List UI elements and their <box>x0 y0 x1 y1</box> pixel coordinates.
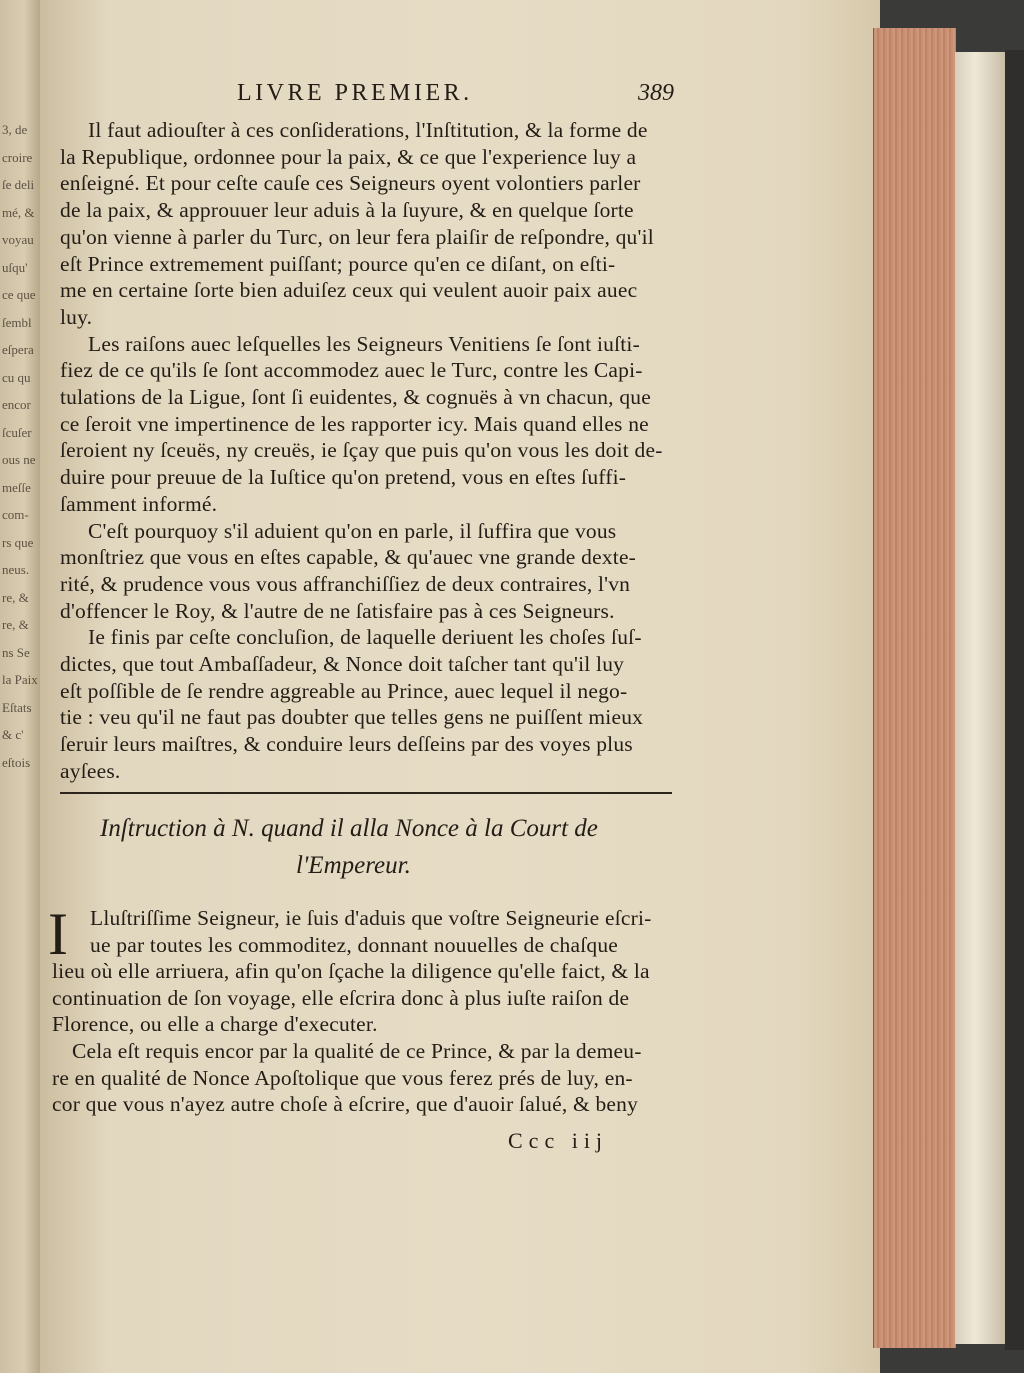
text-line: Ie finis par ceſte concluſion, de laquelle deriuent les choſes ſuſ- <box>88 625 642 650</box>
book-cover-edge <box>955 52 1005 1344</box>
text-line: rité, & prudence vous vous affranchiſſiez de deux contraires, l'vn <box>60 571 631 596</box>
text-line: de la paix, & approuuer leur aduis à la ſuyure, & en quelque ſorte <box>60 198 634 223</box>
text-line: d'offencer le Roy, & l'autre de ne ſatisfaire pas à ces Seigneurs. <box>60 598 615 623</box>
signature-mark: Ccc iij <box>508 1128 609 1153</box>
edge-fragment: mé, & <box>2 204 35 220</box>
running-head: LIVRE PREMIER. <box>237 80 473 106</box>
text-line: ſamment informé. <box>60 491 218 516</box>
edge-fragment: ous ne <box>2 452 36 467</box>
text-line: fiez de ce qu'ils ſe ſont accommodez auec le Turc, contre les Capi- <box>60 358 643 383</box>
text-line: ue par toutes les commoditez, donnant nouuelles de chaſque <box>90 932 619 957</box>
edge-fragment: re, & <box>2 617 29 632</box>
section-rule <box>60 792 672 794</box>
text-line: tie : veu qu'il ne faut pas doubter que telles gens ne puiſſent mieux <box>60 705 644 730</box>
text-line: dictes, que tout Ambaſſadeur, & Nonce doit taſcher tant qu'il luy <box>60 652 625 676</box>
edge-fragment: ſembl <box>2 314 32 330</box>
text-line: Il faut adiouſter à ces conſiderations, l'Inſtitution, & la forme de <box>88 118 648 142</box>
text-line: ſeruir leurs maiſtres, & conduire leurs deſſeins par des voyes plus <box>60 732 633 757</box>
drop-cap: I <box>48 901 68 967</box>
section-title-line-2: l'Empereur. <box>296 852 411 879</box>
text-line: Lluſtriſſime Seigneur, ie ſuis d'aduis que voſtre Seigneurie eſcri- <box>90 906 652 930</box>
section-title-line-1: Inſtruction à N. quand il alla Nonce à la Court de <box>100 815 598 842</box>
text-line: re en qualité de Nonce Apoſtolique que vous ferez prés de luy, en- <box>52 1065 633 1090</box>
text-line: cor que vous n'ayez autre choſe à eſcrire, que d'auoir ſalué, & beny <box>52 1092 639 1117</box>
edge-fragment: croire <box>2 149 33 165</box>
edge-fragment: rs que <box>2 534 34 550</box>
edge-fragment: voyau <box>2 232 34 247</box>
edge-fragment: eſtois <box>2 754 31 770</box>
edge-fragment: neus. <box>2 562 30 577</box>
edge-fragment: & c' <box>2 727 24 742</box>
text-line: qu'on vienne à parler du Turc, on leur fera plaiſir de reſpondre, qu'il <box>60 224 654 249</box>
page-number: 389 <box>638 80 674 106</box>
text-line: lieu où elle arriuera, afin qu'on ſçache la diligence qu'elle faict, & la <box>52 959 650 984</box>
edge-fragment: eſpera <box>2 342 34 357</box>
text-line: ce ſeroit vne impertinence de les rapporter icy. Mais quand elles ne <box>60 411 649 436</box>
edge-fragment: ce que <box>2 287 36 302</box>
text-line: eſt Prince extremement puiſſant; pource qu'en ce diſant, on eſti- <box>60 251 616 276</box>
text-line: la Republique, ordonnee pour la paix, & ce que l'experience luy a <box>60 144 637 169</box>
edge-fragment: meſſe <box>2 479 31 495</box>
edge-fragment: com- <box>2 507 29 522</box>
edge-fragment: cu qu <box>2 369 31 385</box>
text-line: Florence, ou elle a charge d'executer. <box>52 1012 378 1037</box>
edge-fragment: re, & <box>2 589 29 605</box>
background <box>1005 50 1024 1350</box>
text-line: ſeroient ny ſceuës, ny creuës, ie ſçay que puis qu'on vous les doit de- <box>60 438 663 463</box>
text-line: Les raiſons auec leſquelles les Seigneurs Venitiens ſe ſont iuſti- <box>88 331 640 356</box>
edge-fragment: encor <box>2 397 31 412</box>
text-line: Cela eſt requis encor par la qualité de ce Prince, & par la demeu- <box>72 1039 642 1063</box>
text-line: ayſees. <box>60 758 121 783</box>
edge-fragment: Eſtats <box>2 699 32 715</box>
text-line: monſtriez que vous en eſtes capable, & qu'auec vne grande dexte- <box>60 545 637 570</box>
edge-fragment: ſcuſer <box>2 424 32 440</box>
text-line: C'eſt pourquoy s'il aduient qu'on en parle, il ſuffira que vous <box>88 518 617 543</box>
text-line: duire pour preuue de la Iuſtice qu'on pretend, vous en eſtes ſuffi- <box>60 465 627 490</box>
page-fore-edge <box>873 28 956 1348</box>
text-line: enſeigné. Et pour ceſte cauſe ces Seigneurs oyent volontiers parler <box>60 171 641 196</box>
text-line: me en certaine ſorte bien aduiſez ceux qui veulent auoir paix auec <box>60 278 638 303</box>
edge-fragment: uſqu' <box>2 259 28 275</box>
previous-page-edge <box>0 0 40 1373</box>
text-line: eſt poſſible de ſe rendre aggreable au Prince, auec lequel il nego- <box>60 678 628 703</box>
edge-fragment: ns Se <box>2 644 30 660</box>
edge-fragment: la Paix <box>2 672 38 687</box>
text-line: continuation de ſon voyage, elle eſcrira donc à plus iuſte raiſon de <box>52 985 630 1010</box>
edge-fragment: ſe deli <box>2 177 35 192</box>
text-line: tulations de la Ligue, ſont ſi euidentes, & cognuës à vn chacun, que <box>60 385 651 409</box>
edge-fragment: 3, de <box>2 122 28 137</box>
text-line: luy. <box>60 304 93 329</box>
